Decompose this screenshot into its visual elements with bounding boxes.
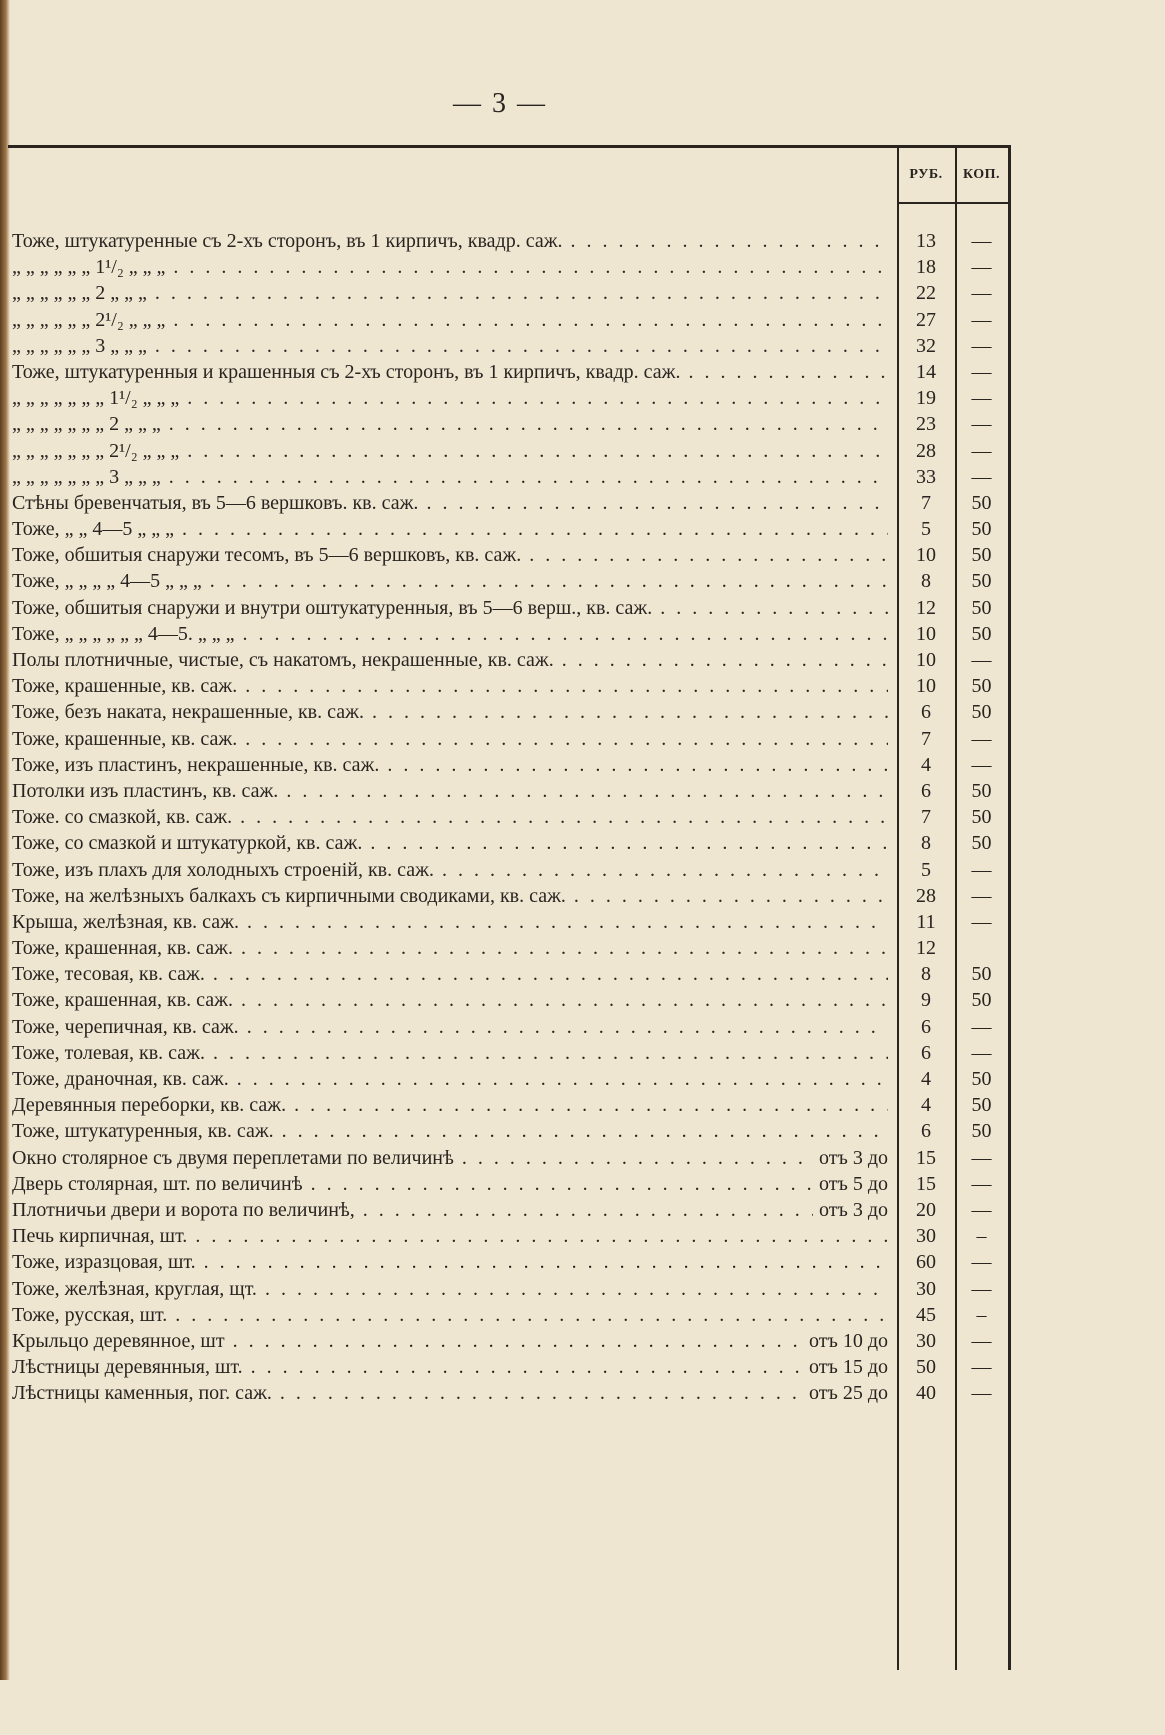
row-rubles: 18	[916, 256, 936, 279]
row-price-range: отъ 10 до	[803, 1328, 888, 1354]
row-description: Полы плотничные, чистые, съ накатомъ, некрашенные, кв. саж. . . .	[12, 647, 888, 673]
table-top-rule	[8, 145, 1008, 148]
table-row	[8, 280, 1008, 306]
table-row	[8, 1092, 1008, 1118]
table-row	[8, 1276, 1008, 1302]
table-body	[8, 228, 1008, 1406]
row-kopecks: —	[971, 308, 992, 331]
row-rubles: 5	[921, 518, 931, 541]
row-kopecks: 50	[971, 596, 992, 619]
table-row	[8, 961, 1008, 987]
row-kopecks: —	[971, 1015, 992, 1038]
row-description: Тоже, „ „ „ „ „ „ 4—5. „ „ „ . . .	[12, 621, 888, 647]
row-kopecks: 50	[971, 544, 992, 567]
row-description: Тоже, крашенные, кв. саж. . . .	[12, 673, 888, 699]
row-rubles: 10	[916, 649, 936, 671]
table-row	[8, 909, 1008, 935]
row-description: Тоже, толевая, кв. саж. . . .	[12, 1040, 888, 1066]
row-kopecks: —	[971, 230, 992, 252]
row-rubles: 20	[916, 1198, 936, 1221]
table-row	[8, 1354, 1008, 1380]
row-kopecks: 50	[971, 518, 992, 541]
row-rubles: 6	[921, 779, 931, 802]
row-description: Дверь столярная, шт. по величинѣ . . .	[12, 1171, 888, 1197]
row-rubles: 30	[916, 1225, 936, 1248]
row-description: Тоже, черепичная, кв. саж. . . .	[12, 1014, 888, 1040]
row-kopecks: —	[971, 439, 992, 462]
row-kopecks: —	[971, 858, 992, 881]
table-row	[8, 752, 1008, 778]
row-description: Тоже, со смазкой и штукатуркой, кв. саж. . . .	[12, 830, 888, 856]
table-row	[8, 516, 1008, 542]
row-price-range: отъ 5 до	[813, 1171, 888, 1197]
table-row	[8, 359, 1008, 385]
row-description: Крыльцо деревянное, шт . . .	[12, 1328, 888, 1354]
row-rubles: 15	[916, 1172, 936, 1195]
row-kopecks: —	[971, 1356, 992, 1379]
row-kopecks: —	[971, 465, 992, 488]
table-row	[8, 595, 1008, 621]
row-description: Тоже, тесовая, кв. саж. . . .	[12, 961, 888, 987]
row-rubles: 27	[916, 308, 936, 331]
row-rubles: 33	[916, 465, 936, 488]
row-rubles: 4	[921, 1094, 931, 1117]
row-description: Окно столярное съ двумя переплетами по величинѣ . . .	[12, 1145, 888, 1171]
row-description: Тоже, безъ наката, некрашенные, кв. саж. . . .	[12, 699, 888, 725]
row-description: Печь кирпичная, шт. . . .	[12, 1223, 888, 1249]
price-table	[8, 145, 1008, 1735]
row-rubles: 19	[916, 387, 936, 410]
row-kopecks: —	[971, 1251, 992, 1274]
header-kop: КОП.	[962, 167, 1001, 182]
row-description: Деревянныя переборки, кв. саж. . . .	[12, 1092, 888, 1118]
row-rubles: 60	[916, 1251, 936, 1274]
row-rubles: 4	[921, 753, 931, 776]
table-row	[8, 726, 1008, 752]
row-price-range: отъ 3 до	[813, 1197, 888, 1223]
row-description: „ „ „ „ „ „ 2¹/₂ „ „ „ . . .	[12, 307, 888, 333]
row-kopecks: —	[971, 360, 992, 383]
table-row	[8, 699, 1008, 725]
row-description: Тоже, изъ плахъ для холодныхъ строеній, кв. саж. . . .	[12, 857, 888, 883]
row-rubles: 30	[916, 1277, 936, 1300]
row-kopecks: 50	[971, 1120, 992, 1143]
row-kopecks: —	[971, 1198, 992, 1221]
table-row	[8, 1014, 1008, 1040]
row-kopecks: 50	[971, 963, 992, 986]
header-rule	[897, 202, 1009, 204]
row-kopecks: 50	[971, 622, 992, 645]
table-row	[8, 490, 1008, 516]
table-row	[8, 883, 1008, 909]
table-row	[8, 333, 1008, 359]
row-kopecks: 50	[971, 989, 992, 1012]
row-description: „ „ „ „ „ „ 2 „ „ „ . . .	[12, 280, 888, 306]
row-rubles: 7	[921, 491, 931, 514]
row-price-range: отъ 3 до	[813, 1145, 888, 1171]
row-kopecks: —	[971, 1329, 992, 1352]
row-description: „ „ „ „ „ „ 1¹/₂ „ „ „ . . .	[12, 254, 888, 280]
row-description: „ „ „ „ „ „ 3 „ „ „ . . .	[12, 333, 888, 359]
row-description: Тоже, русская, шт. . . .	[12, 1302, 888, 1328]
row-description: Тоже, крашенная, кв. саж. . . .	[12, 935, 888, 961]
row-kopecks: —	[971, 1172, 992, 1195]
page-number: — 3 —	[453, 88, 547, 119]
table-row	[8, 621, 1008, 647]
row-description: Крыша, желѣзная, кв. саж. . . .	[12, 909, 888, 935]
row-description: „ „ „ „ „ „ „ 3 „ „ „ . . .	[12, 464, 888, 490]
row-description: Потолки изъ пластинъ, кв. саж. . . .	[12, 778, 888, 804]
row-price-range: отъ 25 до	[803, 1380, 888, 1406]
row-price-range: отъ 15 до	[803, 1354, 888, 1380]
row-kopecks: 50	[971, 779, 992, 802]
row-description: „ „ „ „ „ „ „ 2 „ „ „ . . .	[12, 411, 888, 437]
row-kopecks: —	[971, 649, 992, 671]
row-rubles: 5	[921, 858, 931, 881]
row-kopecks: 50	[971, 701, 992, 724]
table-row	[8, 647, 1008, 673]
row-description: Тоже, штукатуренные съ 2-хъ сторонъ, въ 1 кирпичъ, квадр. саж. . . .	[12, 228, 888, 254]
table-row	[8, 542, 1008, 568]
row-rubles: 30	[916, 1329, 936, 1352]
row-kopecks: –	[976, 1303, 987, 1326]
table-row	[8, 1171, 1008, 1197]
row-kopecks: —	[971, 387, 992, 410]
row-rubles: 4	[921, 1068, 931, 1090]
row-description: Тоже, изъ пластинъ, некрашенные, кв. саж. . . .	[12, 752, 888, 778]
row-rubles: 23	[916, 413, 936, 436]
table-row	[8, 857, 1008, 883]
row-kopecks: 50	[971, 570, 992, 593]
row-description: Тоже, крашенные, кв. саж. . . .	[12, 726, 888, 752]
row-kopecks: —	[971, 1146, 992, 1169]
table-row	[8, 778, 1008, 804]
row-description: Тоже, „ „ 4—5 „ „ „ . . .	[12, 516, 888, 542]
table-row	[8, 935, 1008, 961]
row-rubles: 14	[916, 360, 936, 383]
row-description: Тоже, обшитыя снаружи тесомъ, въ 5—6 вершковъ, кв. саж. . . .	[12, 542, 888, 568]
row-kopecks: —	[971, 753, 992, 776]
row-rubles: 28	[916, 439, 936, 462]
table-row	[8, 1145, 1008, 1171]
row-kopecks: —	[971, 256, 992, 279]
table-row	[8, 254, 1008, 280]
row-rubles: 22	[916, 282, 936, 305]
table-row	[8, 673, 1008, 699]
row-rubles: 13	[916, 230, 936, 252]
row-description: Лѣстницы каменныя, пог. саж. . . .	[12, 1380, 888, 1406]
row-kopecks: –	[976, 1225, 987, 1248]
row-rubles: 7	[921, 806, 931, 829]
row-kopecks: —	[971, 282, 992, 305]
row-description: „ „ „ „ „ „ „ 1¹/₂ „ „ „ . . .	[12, 385, 888, 411]
table-row	[8, 464, 1008, 490]
row-kopecks: —	[971, 910, 992, 933]
table-row	[8, 1328, 1008, 1354]
table-row	[8, 1197, 1008, 1223]
row-rubles: 11	[916, 910, 936, 933]
row-kopecks: —	[971, 334, 992, 357]
row-rubles: 50	[916, 1356, 936, 1379]
row-rubles: 6	[921, 1120, 931, 1143]
row-description: „ „ „ „ „ „ „ 2¹/₂ „ „ „ . . .	[12, 438, 888, 464]
row-description: Тоже, штукатуренныя и крашенныя съ 2-хъ сторонъ, въ 1 кирпичъ, квадр. саж. . . .	[12, 359, 888, 385]
table-row	[8, 1302, 1008, 1328]
row-kopecks: 50	[971, 491, 992, 514]
row-rubles: 40	[916, 1382, 936, 1405]
column-divider-right	[1008, 145, 1011, 1670]
row-description: Тоже, „ „ „ „ 4—5 „ „ „ . . .	[12, 568, 888, 594]
row-rubles: 10	[916, 622, 936, 645]
row-rubles: 8	[921, 963, 931, 986]
row-kopecks: —	[971, 1382, 992, 1405]
table-row	[8, 411, 1008, 437]
table-row	[8, 438, 1008, 464]
row-rubles: 6	[921, 1015, 931, 1038]
row-rubles: 32	[916, 334, 936, 357]
table-row	[8, 228, 1008, 254]
row-rubles: 10	[916, 544, 936, 567]
table-row	[8, 307, 1008, 333]
row-description: Стѣны бревенчатыя, въ 5—6 вершковъ. кв. саж. . . .	[12, 490, 888, 516]
row-rubles: 7	[921, 727, 931, 750]
row-description: Лѣстницы деревянныя, шт. . . .	[12, 1354, 888, 1380]
row-rubles: 15	[916, 1146, 936, 1169]
row-kopecks: —	[971, 727, 992, 750]
table-row	[8, 1380, 1008, 1406]
row-description: Тоже, крашенная, кв. саж. . . .	[12, 987, 888, 1013]
row-rubles: 8	[921, 832, 931, 855]
table-row	[8, 987, 1008, 1013]
row-description: Тоже. со смазкой, кв. саж. . . .	[12, 804, 888, 830]
table-row	[8, 830, 1008, 856]
row-rubles: 12	[916, 596, 936, 619]
row-rubles: 28	[916, 884, 936, 907]
table-row	[8, 568, 1008, 594]
table-row	[8, 1066, 1008, 1092]
table-row	[8, 1118, 1008, 1144]
table-row	[8, 1249, 1008, 1275]
row-rubles: 9	[921, 989, 931, 1012]
row-kopecks: 50	[971, 675, 992, 698]
row-kopecks: 50	[971, 1068, 992, 1090]
row-description: Плотничьи двери и ворота по величинѣ, . . .	[12, 1197, 888, 1223]
row-kopecks: —	[971, 1041, 992, 1064]
row-description: Тоже, штукатуренныя, кв. саж. . . .	[12, 1118, 888, 1144]
row-description: Тоже, драночная, кв. саж. . . .	[12, 1066, 888, 1092]
row-rubles: 10	[916, 675, 936, 698]
row-rubles: 6	[921, 701, 931, 724]
row-kopecks: —	[971, 884, 992, 907]
row-kopecks: —	[971, 1277, 992, 1300]
table-row	[8, 1040, 1008, 1066]
row-description: Тоже, обшитыя снаружи и внутри оштукатуренныя, въ 5—6 верш., кв. саж. . . .	[12, 595, 888, 621]
row-rubles: 45	[916, 1303, 936, 1326]
row-description: Тоже, желѣзная, круглая, щт. . . .	[12, 1276, 888, 1302]
row-rubles: 12	[916, 937, 936, 960]
row-kopecks: 50	[971, 806, 992, 829]
row-rubles: 8	[921, 570, 931, 593]
row-kopecks: 50	[971, 1094, 992, 1117]
table-row	[8, 1223, 1008, 1249]
row-kopecks: —	[971, 413, 992, 436]
table-row	[8, 804, 1008, 830]
row-description: Тоже, изразцовая, шт. . . .	[12, 1249, 888, 1275]
table-row	[8, 385, 1008, 411]
row-rubles: 6	[921, 1041, 931, 1064]
row-kopecks: 50	[971, 832, 992, 855]
header-rub: РУБ.	[909, 167, 943, 182]
row-description: Тоже, на желѣзныхъ балкахъ съ кирпичными сводиками, кв. саж. . . .	[12, 883, 888, 909]
